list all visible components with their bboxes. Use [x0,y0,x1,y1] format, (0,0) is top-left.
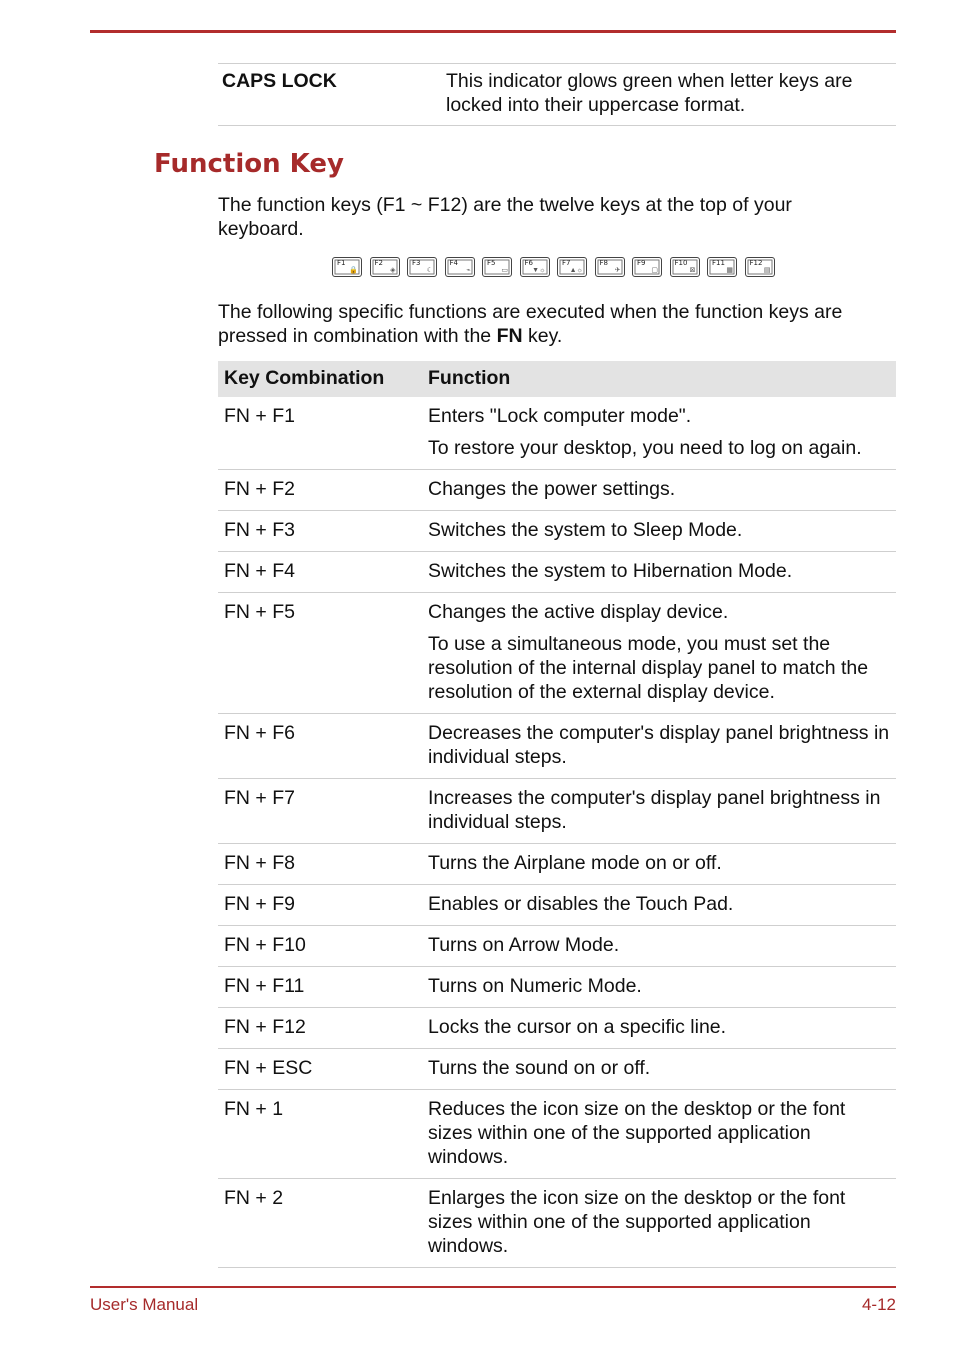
fkey-symbol-icon: ▦ [726,267,733,274]
function-description: Switches the system to Sleep Mode. [428,519,743,541]
key-combination-cell: FN + F8 [218,844,422,885]
function-cell [422,397,896,470]
table-row [218,1090,896,1179]
function-cell [422,470,896,511]
fkey-symbol-icon: ▼☼ [532,267,546,274]
fkey-symbol-icon: ▲☼ [569,267,583,274]
fkey-label: F12 [749,259,763,267]
fkey-f7 [557,257,587,277]
function-description: Enlarges the icon size on the desktop or the font sizes within one of the supported application windows. [428,1187,846,1257]
key-combination-cell: FN + F7 [218,779,422,844]
key-combination-cell: FN + F5 [218,593,422,714]
table-row [218,397,896,470]
fkey-label: F6 [524,259,533,267]
key-combination-cell: FN + 1 [218,1090,422,1179]
table-row [218,511,896,552]
function-cell [422,1179,896,1268]
fkey-symbol-icon: ☾ [426,267,433,274]
key-combination-cell: FN + F12 [218,1008,422,1049]
function-cell [422,844,896,885]
key-combination-cell: FN + F11 [218,967,422,1008]
fkey-f1 [332,257,362,277]
fkey-symbol-icon: ◈ [390,267,396,274]
fkey-f4 [445,257,475,277]
table-row [218,844,896,885]
caps-lock-key: CAPS LOCK [222,70,337,92]
function-description: Switches the system to Hibernation Mode. [428,560,793,582]
function-cell [422,511,896,552]
function-description: Turns on Arrow Mode. [428,934,620,956]
fkey-symbol-icon: ▭ [501,267,508,274]
table-header-row [218,361,896,397]
section-title: Function Key [154,149,344,179]
function-cell [422,1090,896,1179]
fkey-label: F1 [337,259,346,267]
function-cell [422,885,896,926]
key-combination-cell: FN + F2 [218,470,422,511]
function-description: Enables or disables the Touch Pad. [428,893,734,915]
table-row [218,552,896,593]
function-description: Turns the Airplane mode on or off. [428,852,722,874]
function-description: Turns the sound on or off. [428,1057,651,1079]
table-row [218,926,896,967]
header-function: Function [422,361,896,397]
key-combination-cell: FN + F1 [218,397,422,470]
footer-manual-title: User's Manual [90,1295,199,1314]
fkey-label: F7 [562,259,571,267]
fkey-f9 [632,257,662,277]
function-description: To use a simultaneous mode, you must set the resolution of the internal display panel to match the resolution of the external display device. [428,633,869,703]
fkey-f12 [745,257,775,277]
function-description: Reduces the icon size on the desktop or the font sizes within one of the supported application windows. [428,1098,846,1168]
fkey-label: F5 [487,259,496,267]
function-description: Locks the cursor on a specific line. [428,1016,727,1038]
top-rule [90,30,896,33]
fkey-f6 [520,257,550,277]
fn-key-bold: FN [496,325,523,347]
key-combination-cell: FN + ESC [218,1049,422,1090]
fkey-symbol-icon: ▤ [763,267,771,274]
function-key-table [218,361,896,1268]
caps-lock-row [218,63,896,126]
table-row [218,470,896,511]
intro-paragraph: The function keys (F1 ~ F12) are the twelve keys at the top of your keyboard. [218,194,792,240]
table-row [218,779,896,844]
key-combination-cell: FN + F10 [218,926,422,967]
function-cell [422,779,896,844]
fkey-symbol-icon: 🔒 [349,267,358,274]
function-description: Changes the power settings. [428,478,676,500]
function-description: To restore your desktop, you need to log on again. [428,437,862,459]
table-row [218,1179,896,1268]
function-description: Increases the computer's display panel brightness in individual steps. [428,787,881,833]
fkey-label: F9 [637,259,646,267]
fkey-f3 [407,257,437,277]
combination-paragraph [218,300,888,348]
table-row [218,593,896,714]
function-cell [422,714,896,779]
caps-lock-description: This indicator glows green when letter keys are locked into their uppercase format. [446,70,853,116]
function-description: Enters "Lock computer mode". [428,405,692,427]
function-cell [422,926,896,967]
fkey-f10 [670,257,700,277]
fkey-symbol-icon: ▢ [651,267,658,274]
footer-page-number: 4-12 [861,1295,896,1314]
fkey-f2 [370,257,400,277]
function-keys-illustration [332,257,782,277]
combination-text-before: The following specific functions are executed when the function keys are pressed in combination with the [218,301,843,347]
table-row [218,1008,896,1049]
function-cell [422,593,896,714]
table-row [218,967,896,1008]
key-combination-cell: FN + F6 [218,714,422,779]
fkey-symbol-icon: ✈ [614,267,621,274]
table-row [218,885,896,926]
function-cell [422,552,896,593]
function-cell [422,967,896,1008]
table-row [218,714,896,779]
fkey-label: F2 [374,259,383,267]
function-cell [422,1049,896,1090]
fkey-f8 [595,257,625,277]
key-combination-cell: FN + F3 [218,511,422,552]
key-combination-cell: FN + F4 [218,552,422,593]
table-body [218,397,896,1268]
key-combination-cell: FN + F9 [218,885,422,926]
fkey-f11 [707,257,737,277]
fkey-symbol-icon: ⌁ [466,267,471,274]
fkey-label: F8 [599,259,608,267]
fkey-label: F11 [712,259,725,267]
fkey-f5 [482,257,512,277]
function-description: Turns on Numeric Mode. [428,975,642,997]
header-key-combination: Key Combination [218,361,422,397]
fkey-symbol-icon: ⊠ [689,267,696,274]
fkey-label: F10 [674,259,688,267]
combination-text-after: key. [522,325,563,347]
function-cell [422,1008,896,1049]
fkey-label: F3 [412,259,421,267]
function-description: Changes the active display device. [428,601,729,623]
table-row [218,1049,896,1090]
fkey-label: F4 [449,259,458,267]
bottom-rule [90,1286,896,1288]
key-combination-cell: FN + 2 [218,1179,422,1268]
function-description: Decreases the computer's display panel brightness in individual steps. [428,722,890,768]
